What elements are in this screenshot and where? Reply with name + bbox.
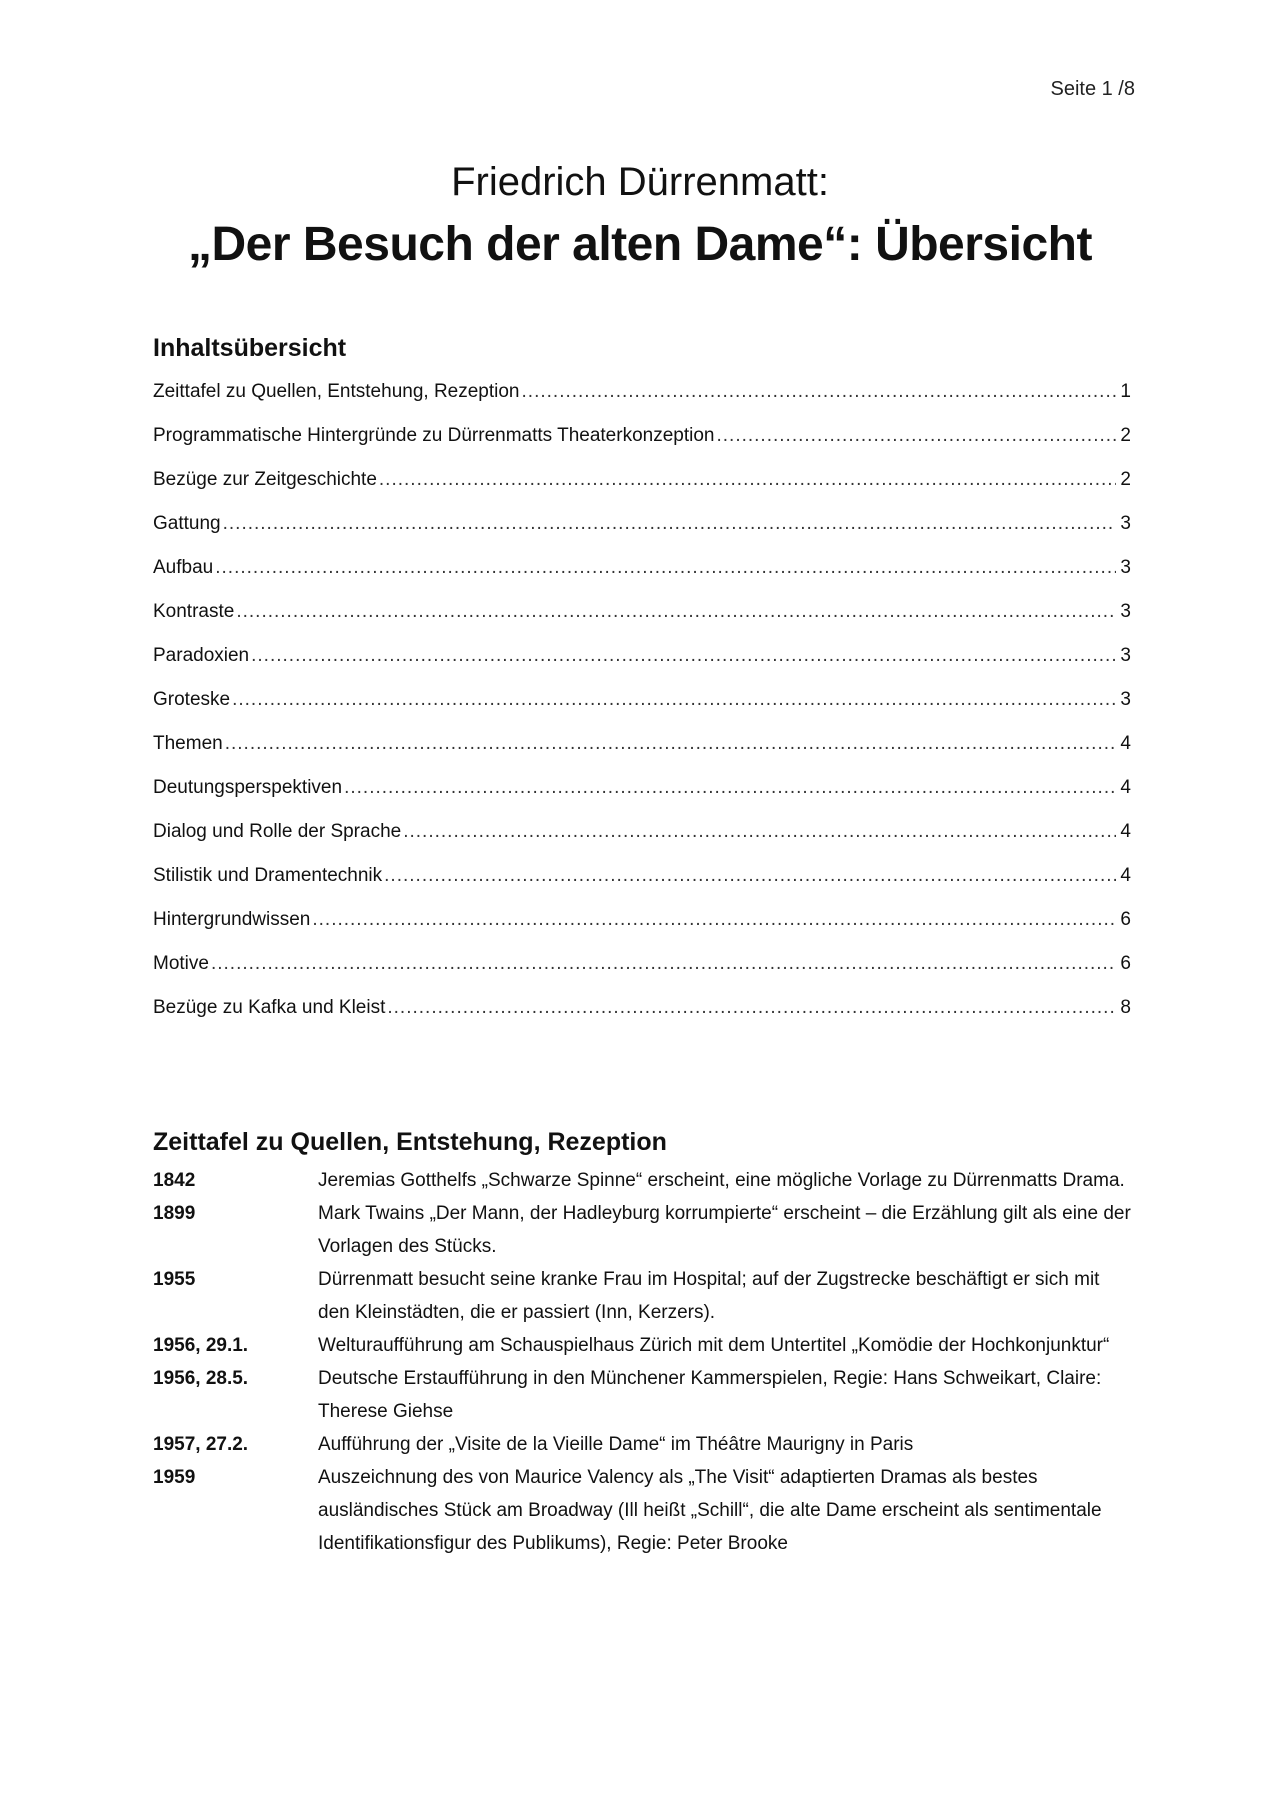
toc-leader-dots	[522, 370, 1117, 414]
toc-leader-dots	[236, 590, 1116, 634]
timeline-row	[153, 1329, 1131, 1362]
toc-entry-page: 3	[1120, 689, 1131, 710]
toc-entry[interactable]	[153, 678, 1131, 722]
toc-leader-dots	[716, 414, 1116, 458]
toc-leader-dots	[344, 766, 1116, 810]
toc-entry[interactable]	[153, 942, 1131, 986]
toc-entry-page: 2	[1120, 425, 1131, 446]
toc-leader-dots	[215, 546, 1116, 590]
timeline-date: 1956, 29.1.	[153, 1335, 249, 1356]
toc-entry-page: 2	[1120, 469, 1131, 490]
timeline-section	[153, 1124, 1131, 1560]
toc-entry[interactable]	[153, 590, 1131, 634]
toc-leader-dots	[225, 722, 1117, 766]
page-number: Seite 1 /8	[1050, 78, 1135, 100]
toc-entry-title: Deutungsperspektiven	[153, 777, 343, 798]
timeline-date: 1955	[153, 1269, 196, 1290]
timeline-text: Mark Twains „Der Mann, der Hadleyburg korrumpierte“ erscheint – die Erzählung gilt als eine der Vorlagen des Stücks.	[318, 1203, 1131, 1257]
toc-entry-page: 4	[1120, 777, 1131, 798]
toc-entry-title: Aufbau	[153, 557, 214, 578]
toc-entry[interactable]	[153, 766, 1131, 810]
timeline-row	[153, 1263, 1131, 1329]
toc-entry-page: 4	[1120, 865, 1131, 886]
toc-entry-title: Zeittafel zu Quellen, Entstehung, Rezeption	[153, 381, 520, 402]
toc-entry-page: 3	[1120, 645, 1131, 666]
timeline-date: 1899	[153, 1203, 196, 1224]
toc-leader-dots	[211, 942, 1116, 986]
toc-entry[interactable]	[153, 898, 1131, 942]
toc-entry[interactable]	[153, 986, 1131, 1030]
timeline-date: 1956, 28.5.	[153, 1368, 249, 1389]
toc-entry-title: Bezüge zu Kafka und Kleist	[153, 997, 386, 1018]
toc-entry[interactable]	[153, 546, 1131, 590]
toc-entry-title: Themen	[153, 733, 223, 754]
title-author: Friedrich Dürrenmatt:	[451, 160, 829, 204]
toc-entry[interactable]	[153, 502, 1131, 546]
timeline-heading: Zeittafel zu Quellen, Entstehung, Rezeption	[153, 1128, 667, 1156]
toc-list	[153, 370, 1131, 1030]
timeline-date: 1842	[153, 1170, 196, 1191]
timeline-row	[153, 1197, 1131, 1263]
timeline-text: Jeremias Gotthelfs „Schwarze Spinne“ erscheint, eine mögliche Vorlage zu Dürrenmatts Drama.	[318, 1170, 1125, 1191]
timeline-text: Aufführung der „Visite de la Vieille Dame“ im Théâtre Maurigny in Paris	[318, 1434, 914, 1455]
toc-entry[interactable]	[153, 634, 1131, 678]
toc-leader-dots	[232, 678, 1116, 722]
toc-entry-title: Gattung	[153, 513, 221, 534]
toc-entry-title: Kontraste	[153, 601, 235, 622]
toc-entry-page: 6	[1120, 909, 1131, 930]
toc-entry-title: Motive	[153, 953, 209, 974]
toc-entry-title: Hintergrundwissen	[153, 909, 311, 930]
toc-leader-dots	[403, 810, 1116, 854]
toc-entry-page: 4	[1120, 821, 1131, 842]
toc-entry[interactable]	[153, 458, 1131, 502]
table-of-contents	[153, 330, 1131, 1030]
timeline-text: Auszeichnung des von Maurice Valency als „The Visit“ adaptierten Dramas als bestes ausländisches Stück am Broadway (Ill heißt „Schill“, die alte Dame erscheint als sentimentale Identifikationsfigur des Publikums), Regie: Peter Brooke	[318, 1467, 1102, 1554]
toc-leader-dots	[312, 898, 1116, 942]
toc-entry-page: 3	[1120, 601, 1131, 622]
timeline-row	[153, 1461, 1131, 1560]
timeline-date: 1957, 27.2.	[153, 1434, 249, 1455]
timeline-row	[153, 1428, 1131, 1461]
toc-entry-page: 3	[1120, 557, 1131, 578]
toc-leader-dots	[379, 458, 1117, 502]
toc-entry-page: 3	[1120, 513, 1131, 534]
timeline-row	[153, 1362, 1131, 1428]
toc-entry[interactable]	[153, 810, 1131, 854]
toc-entry-title: Programmatische Hintergründe zu Dürrenmatts Theaterkonzeption	[153, 425, 715, 446]
toc-leader-dots	[384, 854, 1116, 898]
timeline-text: Deutsche Erstaufführung in den Münchener Kammerspielen, Regie: Hans Schweikart, Claire: Therese Giehse	[318, 1368, 1102, 1422]
timeline-date: 1959	[153, 1467, 196, 1488]
toc-leader-dots	[251, 634, 1116, 678]
toc-entry-page: 1	[1120, 381, 1131, 402]
toc-leader-dots	[387, 986, 1116, 1030]
document-title	[0, 158, 1280, 274]
toc-entry-title: Bezüge zur Zeitgeschichte	[153, 469, 377, 490]
toc-entry-page: 6	[1120, 953, 1131, 974]
toc-entry-page: 8	[1120, 997, 1131, 1018]
toc-entry-page: 4	[1120, 733, 1131, 754]
toc-heading: Inhaltsübersicht	[153, 334, 347, 362]
toc-entry-title: Dialog und Rolle der Sprache	[153, 821, 402, 842]
toc-entry-title: Stilistik und Dramentechnik	[153, 865, 383, 886]
toc-entry[interactable]	[153, 722, 1131, 766]
title-work: „Der Besuch der alten Dame“: Übersicht	[188, 218, 1092, 271]
timeline-row	[153, 1164, 1131, 1197]
toc-entry[interactable]	[153, 414, 1131, 458]
timeline-text: Dürrenmatt besucht seine kranke Frau im Hospital; auf der Zugstrecke beschäftigt er sich mit den Kleinstädten, die er passiert (Inn, Kerzers).	[318, 1269, 1100, 1323]
toc-entry-title: Groteske	[153, 689, 231, 710]
toc-leader-dots	[223, 502, 1117, 546]
toc-entry[interactable]	[153, 854, 1131, 898]
timeline-text: Welturaufführung am Schauspielhaus Zürich mit dem Untertitel „Komödie der Hochkonjunktur“	[318, 1335, 1110, 1356]
toc-entry[interactable]	[153, 370, 1131, 414]
toc-entry-title: Paradoxien	[153, 645, 250, 666]
